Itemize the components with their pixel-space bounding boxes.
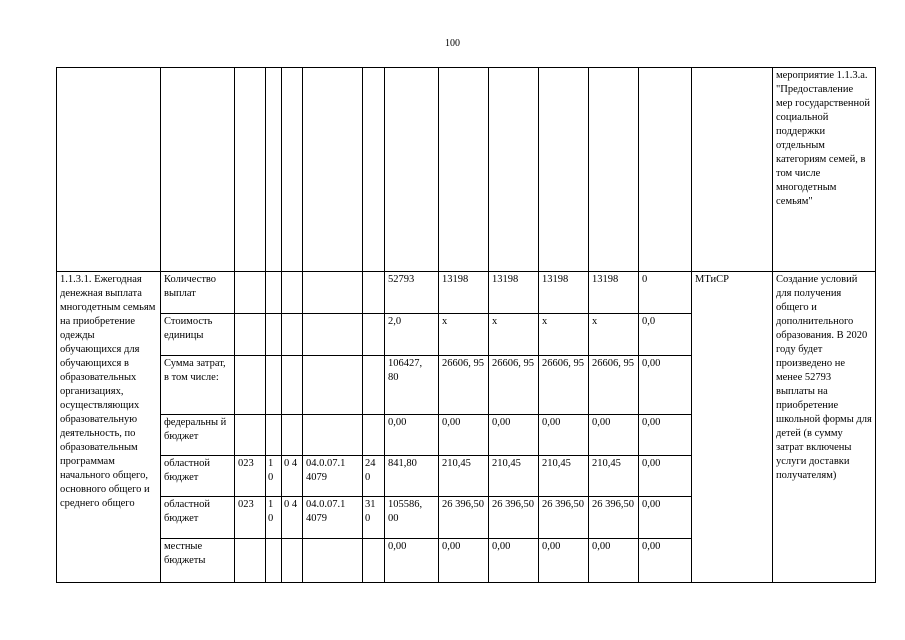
- cell-year-2: 26 396,50: [489, 497, 539, 539]
- cell-empty: [161, 68, 235, 272]
- cell-rz: 1 0: [266, 456, 282, 497]
- cell-year-3: 0,00: [539, 415, 589, 456]
- cell-year-1: 26 396,50: [439, 497, 489, 539]
- cell-indicator: Стоимость единицы: [161, 314, 235, 356]
- cell-year-5: 0,00: [639, 539, 692, 583]
- cell-year-3: 0,00: [539, 539, 589, 583]
- cell-year-1: х: [439, 314, 489, 356]
- cell-csr: 04.0.07.1 4079: [303, 497, 363, 539]
- cell-empty: [692, 68, 773, 272]
- cell-grbs: [235, 539, 266, 583]
- cell-empty: [639, 68, 692, 272]
- cell-empty: [303, 68, 363, 272]
- cell-year-1: 210,45: [439, 456, 489, 497]
- measure-description: мероприятие 1.1.3.а. "Предоставление мер государственной социальной поддержки отдельным категориям семей, в том числе многодетным семьям": [773, 68, 876, 272]
- cell-year-4: 26 396,50: [589, 497, 639, 539]
- cell-vr: [363, 415, 385, 456]
- cell-year-2: 13198: [489, 272, 539, 314]
- cell-csr: 04.0.07.1 4079: [303, 456, 363, 497]
- cell-grbs: 023: [235, 497, 266, 539]
- cell-year-5: 0: [639, 272, 692, 314]
- cell-total: 841,80: [385, 456, 439, 497]
- cell-vr: [363, 539, 385, 583]
- cell-empty: [385, 68, 439, 272]
- cell-vr: 24 0: [363, 456, 385, 497]
- cell-indicator: Сумма затрат, в том числе:: [161, 356, 235, 415]
- cell-grbs: 023: [235, 456, 266, 497]
- cell-grbs: [235, 314, 266, 356]
- cell-csr: [303, 356, 363, 415]
- cell-rz: 1 0: [266, 497, 282, 539]
- cell-year-5: 0,00: [639, 456, 692, 497]
- cell-year-3: х: [539, 314, 589, 356]
- cell-total: 106427, 80: [385, 356, 439, 415]
- cell-vr: 31 0: [363, 497, 385, 539]
- cell-total: 0,00: [385, 539, 439, 583]
- cell-pr: [282, 539, 303, 583]
- cell-year-1: 13198: [439, 272, 489, 314]
- cell-year-4: 0,00: [589, 539, 639, 583]
- cell-year-4: 0,00: [589, 415, 639, 456]
- measure-title: 1.1.3.1. Ежегодная денежная выплата многодетным семьям на приобретение одежды обучающихся для обучающихся в образовательных организациях, осуществляющих образовательную деятельность, по образовательным программам начального общего, основного общего и среднего общего: [57, 272, 161, 583]
- cell-vr: [363, 272, 385, 314]
- cell-empty: [235, 68, 266, 272]
- cell-year-1: 26606, 95: [439, 356, 489, 415]
- cell-pr: [282, 314, 303, 356]
- cell-total: 2,0: [385, 314, 439, 356]
- cell-rz: [266, 314, 282, 356]
- cell-total: 105586, 00: [385, 497, 439, 539]
- cell-year-2: 0,00: [489, 539, 539, 583]
- cell-rz: [266, 272, 282, 314]
- cell-year-5: 0,00: [639, 356, 692, 415]
- executor: МТиСР: [692, 272, 773, 583]
- cell-rz: [266, 415, 282, 456]
- cell-year-3: 26 396,50: [539, 497, 589, 539]
- cell-csr: [303, 314, 363, 356]
- cell-grbs: [235, 356, 266, 415]
- cell-total: 0,00: [385, 415, 439, 456]
- cell-empty: [57, 68, 161, 272]
- table-body: [57, 68, 876, 583]
- cell-year-4: 210,45: [589, 456, 639, 497]
- cell-year-5: 0,00: [639, 497, 692, 539]
- cell-indicator: Количество выплат: [161, 272, 235, 314]
- cell-csr: [303, 272, 363, 314]
- expected-result: Создание условий для получения общего и дополнительного образования. В 2020 году будет произведено не менее 52793 выплаты на приобретение школьной формы для детей (в сумму затрат включены услуги доставки получателям): [773, 272, 876, 583]
- cell-rz: [266, 356, 282, 415]
- table-row-header-measure: [57, 68, 876, 272]
- budget-table: [56, 67, 876, 583]
- cell-csr: [303, 539, 363, 583]
- cell-indicator: местные бюджеты: [161, 539, 235, 583]
- cell-vr: [363, 356, 385, 415]
- cell-total: 52793: [385, 272, 439, 314]
- cell-rz: [266, 539, 282, 583]
- cell-pr: [282, 415, 303, 456]
- cell-grbs: [235, 272, 266, 314]
- cell-pr: 0 4: [282, 456, 303, 497]
- cell-grbs: [235, 415, 266, 456]
- cell-year-3: 13198: [539, 272, 589, 314]
- cell-indicator: федеральны й бюджет: [161, 415, 235, 456]
- cell-year-2: х: [489, 314, 539, 356]
- cell-csr: [303, 415, 363, 456]
- cell-year-1: 0,00: [439, 415, 489, 456]
- cell-pr: [282, 272, 303, 314]
- cell-year-3: 210,45: [539, 456, 589, 497]
- cell-pr: 0 4: [282, 497, 303, 539]
- cell-pr: [282, 356, 303, 415]
- cell-vr: [363, 314, 385, 356]
- cell-year-2: 26606, 95: [489, 356, 539, 415]
- cell-empty: [266, 68, 282, 272]
- cell-empty: [489, 68, 539, 272]
- cell-year-2: 0,00: [489, 415, 539, 456]
- cell-year-4: х: [589, 314, 639, 356]
- cell-year-2: 210,45: [489, 456, 539, 497]
- cell-year-3: 26606, 95: [539, 356, 589, 415]
- cell-empty: [589, 68, 639, 272]
- cell-empty: [282, 68, 303, 272]
- cell-empty: [439, 68, 489, 272]
- cell-indicator: областной бюджет: [161, 456, 235, 497]
- cell-empty: [539, 68, 589, 272]
- cell-year-5: 0,0: [639, 314, 692, 356]
- cell-indicator: областной бюджет: [161, 497, 235, 539]
- cell-year-5: 0,00: [639, 415, 692, 456]
- table-row: [57, 272, 876, 314]
- cell-year-4: 26606, 95: [589, 356, 639, 415]
- cell-year-4: 13198: [589, 272, 639, 314]
- cell-empty: [363, 68, 385, 272]
- page-number: 100: [445, 38, 460, 49]
- cell-year-1: 0,00: [439, 539, 489, 583]
